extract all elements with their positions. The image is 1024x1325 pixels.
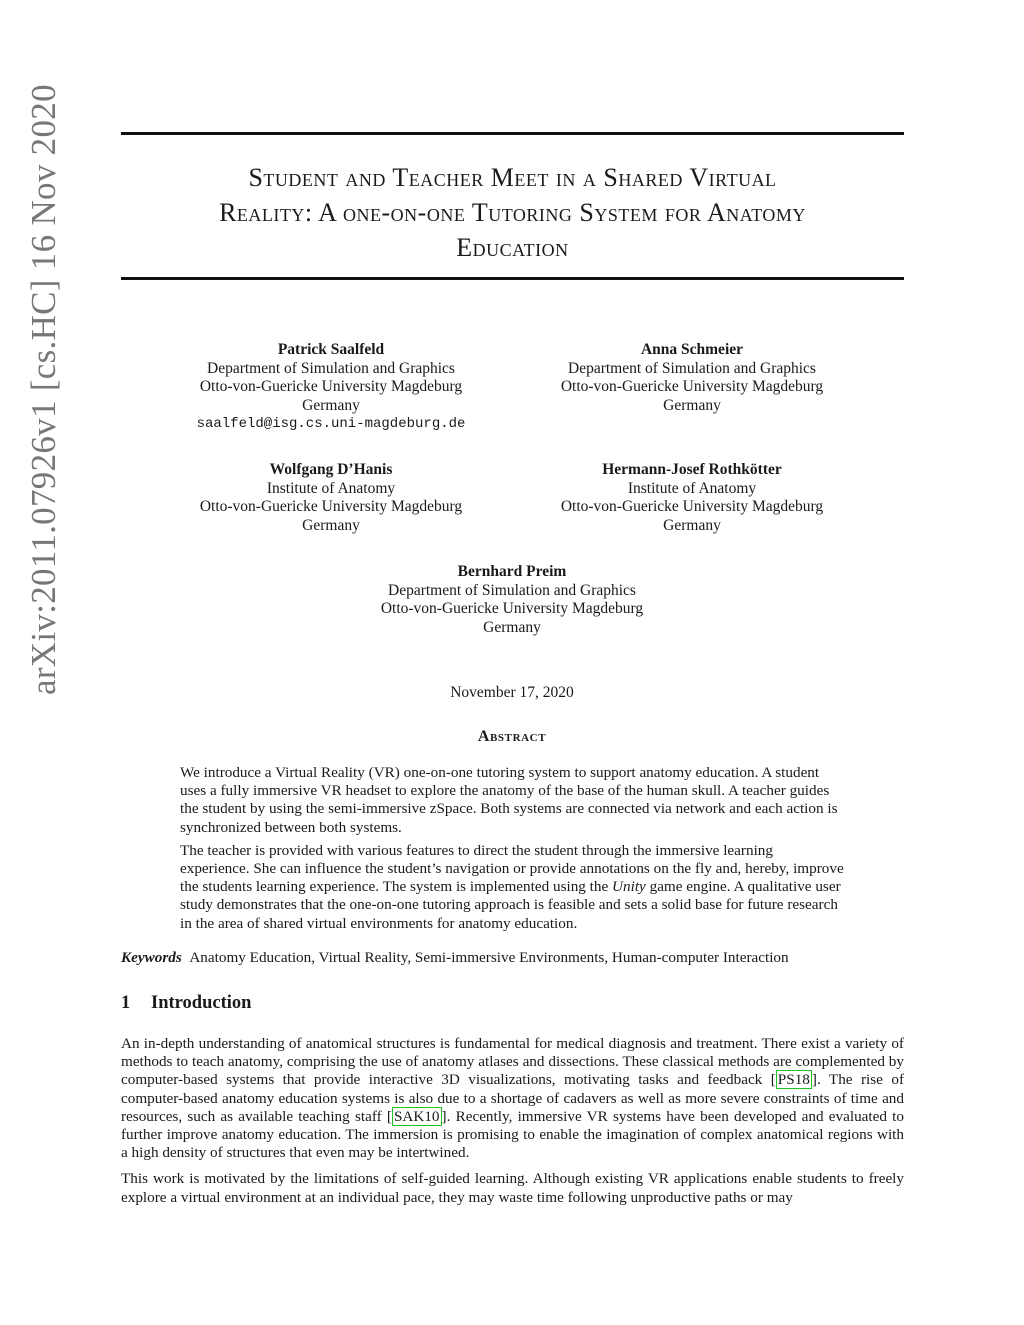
author-country: Germany xyxy=(302,396,360,414)
title-line-1: Student and Teacher Meet in a Shared Virtual xyxy=(248,163,777,192)
author-univ: Otto-von-Guericke University Magdeburg xyxy=(199,378,463,395)
author-block xyxy=(342,563,682,637)
abstract-heading: Abstract xyxy=(477,728,547,745)
section-body xyxy=(121,1035,904,1215)
author-univ: Otto-von-Guericke University Magdeburg xyxy=(560,378,824,395)
author-country: Germany xyxy=(302,516,360,534)
author-name: Hermann-Josef Rothkötter xyxy=(602,461,782,478)
paper-title xyxy=(121,160,904,265)
author-dept: Department of Simulation and Graphics xyxy=(207,359,455,377)
author-block xyxy=(522,461,862,535)
keywords-line xyxy=(121,949,904,967)
author-dept: Department of Simulation and Graphics xyxy=(388,581,636,599)
section-number: 1 xyxy=(121,993,131,1013)
author-name: Wolfgang D’Hanis xyxy=(269,461,393,478)
abstract-text: game engine. A qualitative user study demonstrates that the one-on-one tutoring approach is feasible and sets a solid base for future research in the area of shared virtual environments for anatomy education. xyxy=(180,878,841,932)
abstract-paragraph xyxy=(180,842,846,933)
author-name: Bernhard Preim xyxy=(457,563,567,580)
author-dept: Institute of Anatomy xyxy=(627,479,757,497)
title-top-rule xyxy=(121,132,904,135)
arxiv-identifier: arXiv:2011.07926v1 [cs.HC] 16 Nov 2020 xyxy=(24,84,63,695)
publication-date: November 17, 2020 xyxy=(450,684,574,701)
author-country: Germany xyxy=(663,396,721,414)
author-dept: Institute of Anatomy xyxy=(266,479,396,497)
author-block xyxy=(522,341,862,415)
author-email[interactable]: saalfeld@isg.cs.uni-magdeburg.de xyxy=(196,416,466,432)
author-univ: Otto-von-Guericke University Magdeburg xyxy=(380,600,644,617)
abstract-italic-term: Unity xyxy=(612,878,646,896)
author-country: Germany xyxy=(663,516,721,534)
keywords-label: Keywords xyxy=(121,949,182,966)
author-block xyxy=(161,461,501,535)
body-text: ]. The rise of computer-based anatomy education systems is also due to a shortage of cadavers as well as more severe constraints of time and resources, such as available teaching staff [ xyxy=(121,1071,904,1125)
abstract-body xyxy=(180,764,846,938)
abstract-text: The teacher is provided with various features to direct the student through the immersive learning experience. She can influence the student’s navigation or provide annotations on the fly and, hereby, improve the students learning experience. The system is implemented using the xyxy=(180,841,844,896)
citation-link[interactable]: PS18 xyxy=(777,1071,810,1089)
author-country: Germany xyxy=(483,618,541,636)
author-univ: Otto-von-Guericke University Magdeburg xyxy=(560,498,824,515)
body-paragraph xyxy=(121,1035,904,1162)
body-text: ]. Recently, immersive VR systems have been developed and evaluated to further improve anatomy education. The immersion is promising to enable the imagination of complex anatomical regions with a high density of structures that even may be intertwined. xyxy=(121,1107,904,1162)
body-paragraph: This work is motivated by the limitations of self-guided learning. Although existing VR applications enable students to freely explore a virtual environment at an individual pace, they may waste time following unproductive paths or may xyxy=(121,1170,904,1206)
author-name: Anna Schmeier xyxy=(640,341,744,358)
section-heading xyxy=(121,993,251,1014)
body-text: An in-depth understanding of anatomical structures is fundamental for medical diagnosis and treatment. There exist a variety of methods to teach anatomy, comprising the use of anatomy atlases and dissections. These classical methods are complemented by computer-based systems that provide interactive 3D visualizations, motivating tasks and feedback [ xyxy=(121,1035,904,1089)
citation-link[interactable]: SAK10 xyxy=(393,1107,440,1125)
author-name: Patrick Saalfeld xyxy=(277,341,385,358)
section-title: Introduction xyxy=(151,993,252,1013)
author-univ: Otto-von-Guericke University Magdeburg xyxy=(199,498,463,515)
title-line-2: Reality: A one-on-one Tutoring System for Anatomy xyxy=(219,198,806,227)
keywords-text: Anatomy Education, Virtual Reality, Semi-immersive Environments, Human-computer Interaction xyxy=(189,949,789,966)
author-block xyxy=(161,341,501,434)
abstract-paragraph: We introduce a Virtual Reality (VR) one-on-one tutoring system to support anatomy education. A student uses a fully immersive VR headset to explore the anatomy of the base of the human skull. A teacher guides the student by using the semi-immersive zSpace. Both systems are connected via network and each action is synchronized between both systems. xyxy=(180,764,838,836)
title-bottom-rule xyxy=(121,277,904,280)
title-line-3: Education xyxy=(456,233,569,262)
author-dept: Department of Simulation and Graphics xyxy=(568,359,816,377)
